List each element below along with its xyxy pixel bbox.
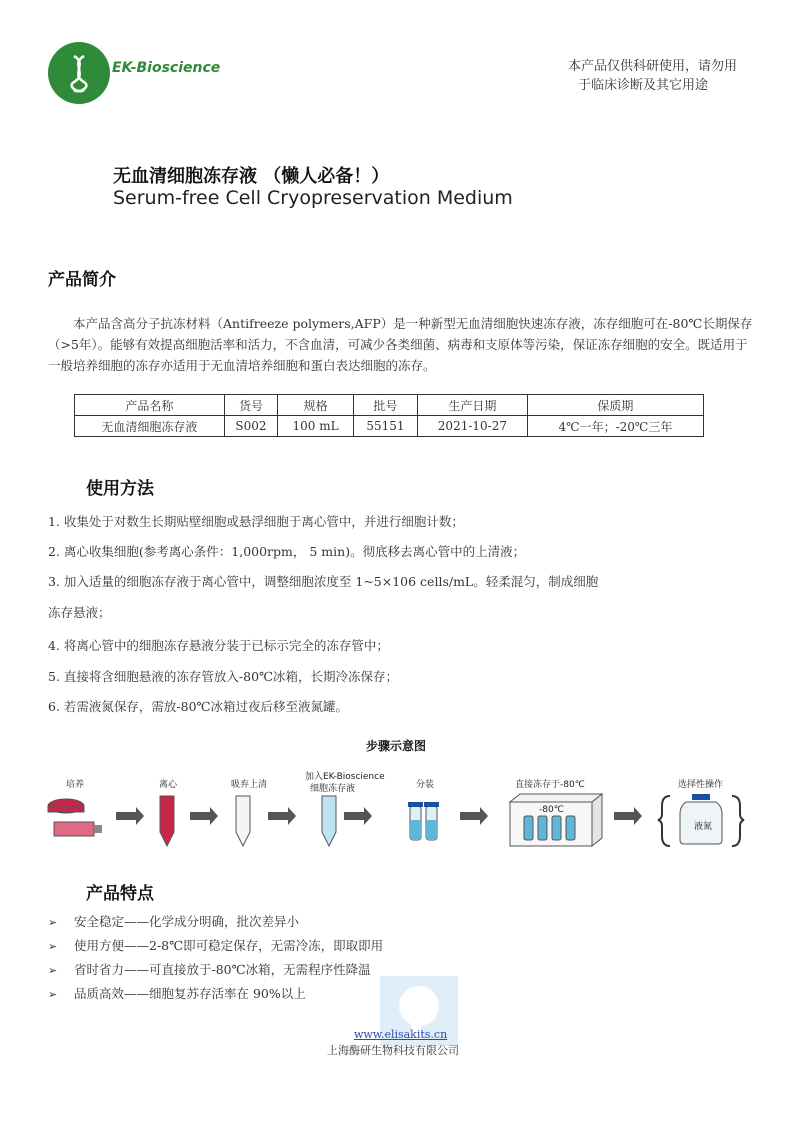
- table-header-cell: 货号: [224, 395, 278, 416]
- table-cell: 4℃一年；-20℃三年: [527, 416, 703, 437]
- intro-heading: 产品简介: [48, 270, 116, 290]
- nitrogen-label: 液氮: [694, 822, 713, 832]
- table-cell: 100 mL: [278, 416, 354, 437]
- product-title-cn: 无血清细胞冻存液 （懒人必备！）: [113, 166, 390, 187]
- bullet-arrow-icon: ➢: [48, 988, 58, 1001]
- step-item: 6. 若需液氮保存，需放-80℃冰箱过夜后移至液氮罐。: [48, 699, 349, 714]
- label-aliquot: 分装: [416, 780, 435, 790]
- table-header-row: [75, 395, 704, 416]
- research-use-disclaimer: 本产品仅供科研使用，请勿用 于临床诊断及其它用途: [568, 59, 738, 93]
- label-centrifuge: 离心: [159, 780, 178, 790]
- feature-item: ➢ 品质高效——细胞复苏存活率在 90%以上: [48, 986, 306, 1001]
- bullet-arrow-icon: ➢: [48, 940, 58, 953]
- company-logo: [48, 42, 110, 104]
- arrow-icon: [614, 807, 642, 825]
- step-item: 2. 离心收集细胞(参考离心条件：1,000rpm， 5 min)。彻底移去离心管中的上清液；: [48, 544, 526, 559]
- table-cell: 2021-10-27: [417, 416, 527, 437]
- spec-table: [74, 394, 704, 437]
- table-header-cell: 批号: [353, 395, 417, 416]
- arrow-icon: [190, 807, 218, 825]
- step-item: 4. 将离心管中的细胞冻存悬液分装于已标示完全的冻存管中；: [48, 638, 389, 653]
- table-cell: 55151: [353, 416, 417, 437]
- step-item: 5. 直接将含细胞悬液的冻存管放入-80℃冰箱，长期冷冻保存；: [48, 669, 399, 684]
- bullet-arrow-icon: ➢: [48, 964, 58, 977]
- feature-item: ➢ 省时省力——可直接放于-80℃冰箱，无需程序性降温: [48, 962, 371, 977]
- diagram-title: 步骤示意图: [366, 739, 427, 753]
- label-add-line1: 加入EK-Bioscience: [305, 772, 385, 782]
- product-title-en: Serum-free Cell Cryopreservation Medium: [113, 187, 513, 209]
- dna-helix-icon: [48, 42, 110, 104]
- bullet-arrow-icon: ➢: [48, 916, 58, 929]
- step-item: 3. 加入适量的细胞冻存液于离心管中，调整细胞浓度至 1~5×106 cells/mL。轻柔混匀，制成细胞: [48, 574, 599, 589]
- freezer-icon: [510, 794, 602, 846]
- intro-paragraph: 本产品含高分子抗冻材料（Antifreeze polymers,AFP）是一种新型无血清细胞快速冻存液，冻存细胞可在-80℃长期保存（>5年）。能够有效提高细胞活率和活力，不含血清，可减少各类细菌、病毒和支原体等污染，保证冻存细胞的安全。既适用于一般培养细胞的冻存亦适用于无血清培养细胞和蛋白表达细胞的冻存。: [48, 316, 753, 373]
- label-add-line2: 细胞冻存液: [310, 784, 356, 794]
- arrow-icon: [460, 807, 488, 825]
- table-header-cell: 保质期: [527, 395, 703, 416]
- usage-heading: 使用方法: [86, 479, 154, 499]
- step-item: 冻存悬液；: [48, 605, 111, 620]
- label-optional: 选择性操作: [678, 780, 724, 790]
- table-header-cell: 产品名称: [75, 395, 225, 416]
- table-header-cell: 规格: [278, 395, 354, 416]
- company-name: 上海酶研生物科技有限公司: [327, 1044, 459, 1057]
- arrow-icon: [268, 807, 296, 825]
- website-link[interactable]: www.elisakits.cn: [354, 1028, 448, 1041]
- feature-item: ➢ 使用方便——2-8℃即可稳定保存，无需冷冻，即取即用: [48, 938, 384, 953]
- freezer-temp-label: -80℃: [539, 805, 564, 815]
- table-cell: S002: [224, 416, 278, 437]
- cryovial-icon: [408, 802, 439, 840]
- table-row: [75, 416, 704, 437]
- culture-dish-icon: [48, 799, 102, 836]
- label-discard: 吸弃上清: [231, 780, 268, 790]
- arrow-icon: [116, 807, 144, 825]
- label-culture: 培养: [66, 780, 85, 790]
- arrow-icon: [344, 807, 372, 825]
- centrifuge-tube-icon: [160, 796, 174, 846]
- procedure-diagram: [40, 792, 760, 852]
- step-item: 1. 收集处于对数生长期贴壁细胞或悬浮细胞于离心管中，并进行细胞计数；: [48, 514, 464, 529]
- empty-tube-icon: [236, 796, 250, 846]
- table-header-cell: 生产日期: [417, 395, 527, 416]
- features-heading: 产品特点: [86, 884, 154, 904]
- label-freeze: 直接冻存于-80℃: [515, 780, 585, 790]
- feature-item: ➢ 安全稳定——化学成分明确，批次差异小: [48, 914, 300, 929]
- table-cell: 无血清细胞冻存液: [75, 416, 225, 437]
- medium-tube-icon: [322, 796, 336, 846]
- liquid-nitrogen-dewar-icon: [658, 794, 744, 846]
- brand-name: EK-Bioscience: [112, 60, 221, 76]
